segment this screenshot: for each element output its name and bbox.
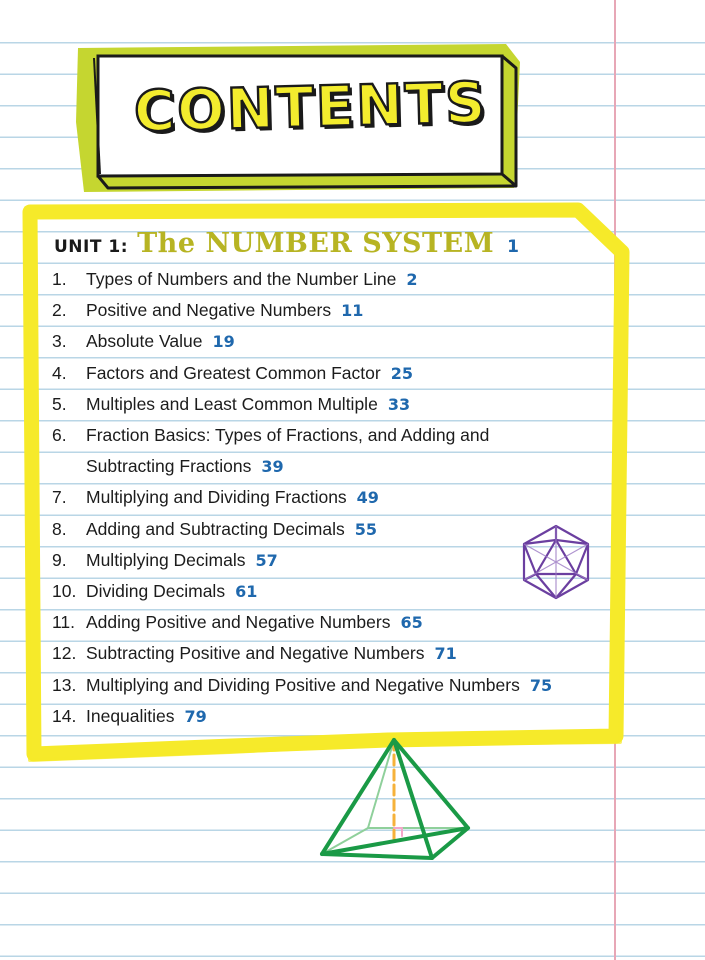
toc-title: Fraction Basics: Types of Fractions, and Adding and Subtracting Fractions — [86, 425, 490, 477]
toc-number: 8. — [52, 518, 67, 539]
toc-entry[interactable] — [52, 264, 612, 295]
toc-number: 12. — [52, 643, 77, 664]
toc-entry[interactable] — [52, 482, 612, 513]
toc-entry[interactable] — [52, 420, 556, 482]
unit-page-number[interactable]: 1 — [507, 237, 520, 257]
toc-entry[interactable] — [52, 326, 612, 357]
unit-title: The NUMBER SYSTEM — [137, 228, 495, 259]
toc-title: Inequalities — [86, 705, 175, 726]
toc-page-number: 33 — [387, 394, 411, 414]
toc-title: Factors and Greatest Common Factor — [86, 362, 381, 383]
toc-entry[interactable] — [52, 607, 612, 638]
toc-number: 5. — [52, 393, 67, 414]
toc-entry[interactable] — [52, 358, 612, 389]
toc-number: 9. — [52, 549, 67, 570]
toc-title: Subtracting Positive and Negative Numbers — [86, 643, 425, 664]
toc-entry[interactable] — [52, 389, 612, 420]
toc-title: Adding Positive and Negative Numbers — [86, 612, 391, 633]
toc-number: 3. — [52, 331, 67, 352]
toc-number: 11. — [52, 612, 76, 633]
unit-heading — [54, 226, 519, 265]
toc-number: 2. — [52, 300, 67, 321]
toc-page-number: 65 — [400, 613, 423, 633]
toc-page-number: 71 — [434, 644, 457, 664]
toc-number: 14. — [52, 705, 77, 726]
toc-page-number: 49 — [356, 488, 379, 508]
page-title: CONTENTS — [133, 70, 489, 145]
toc-page-number: 11 — [341, 301, 364, 321]
toc-list — [52, 264, 612, 732]
toc-number: 4. — [52, 362, 67, 383]
toc-title: Multiplying and Dividing Fractions — [86, 487, 347, 508]
toc-entry[interactable] — [52, 670, 612, 701]
toc-title: Positive and Negative Numbers — [86, 300, 332, 321]
toc-page-number: 75 — [529, 675, 553, 695]
toc-title: Adding and Subtracting Decimals — [86, 518, 345, 539]
unit-label: UNIT 1: — [54, 237, 128, 257]
toc-number: 1. — [52, 269, 67, 289]
toc-title: Multiples and Least Common Multiple — [86, 393, 378, 414]
toc-entry[interactable] — [52, 701, 612, 732]
toc-page-number: 19 — [212, 332, 235, 352]
toc-page-number: 57 — [255, 550, 278, 570]
toc-title: Dividing Decimals — [86, 581, 226, 602]
toc-page-number: 39 — [261, 457, 284, 477]
toc-entry[interactable] — [52, 295, 612, 326]
icosahedron-icon — [516, 522, 596, 602]
toc-title: Types of Numbers and the Number Line — [86, 269, 397, 289]
toc-page-number: 55 — [354, 519, 378, 539]
toc-entry[interactable] — [52, 638, 612, 669]
toc-number: 6. — [52, 425, 67, 446]
toc-number: 10. — [52, 581, 77, 602]
toc-page-number: 2 — [406, 270, 418, 289]
pyramid-icon — [312, 732, 482, 866]
toc-page-number: 25 — [390, 363, 413, 383]
toc-title: Multiplying Decimals — [86, 549, 246, 570]
toc-page-number: 61 — [235, 582, 258, 602]
toc-title: Absolute Value — [86, 331, 203, 352]
toc-number: 13. — [52, 674, 77, 695]
toc-title: Multiplying and Dividing Positive and Negative Numbers — [86, 674, 520, 695]
toc-number: 7. — [52, 487, 67, 508]
toc-page-number: 79 — [184, 706, 207, 726]
